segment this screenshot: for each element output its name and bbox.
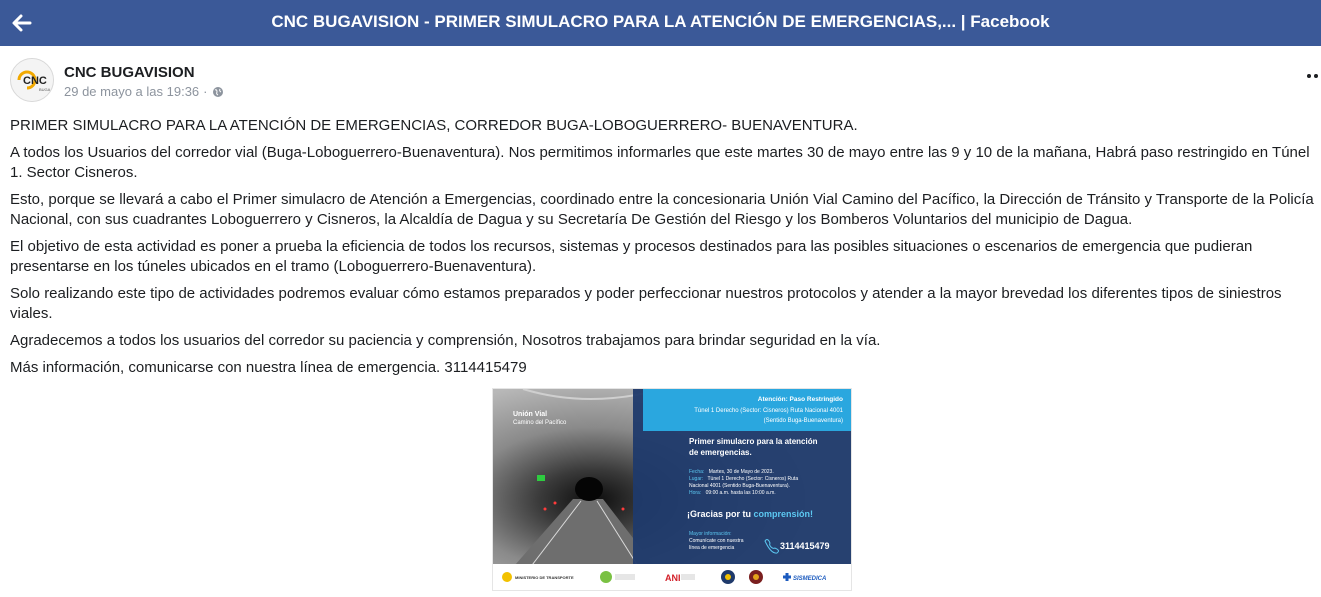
post-meta	[64, 84, 224, 99]
flyer-info-line2: línea de emergencia	[689, 545, 735, 551]
post-paragraph: Más información, comunicarse con nuestra línea de emergencia. 3114415479	[10, 359, 527, 376]
post-paragraph: Agradecemos a todos los usuarios del corredor su paciencia y comprensión, Nosotros trabajamos para brindar seguridad en la vía.	[10, 332, 881, 349]
avatar[interactable]	[10, 58, 54, 102]
post-paragraph: PRIMER SIMULACRO PARA LA ATENCIÓN DE EMERGENCIAS, CORREDOR BUGA-LOBOGUERRERO- BUENAVENTURA.	[10, 117, 858, 134]
flyer-heading-line1: Primer simulacro para la atención	[689, 437, 818, 446]
flyer-thanks-prefix: ¡Gracias por tu	[687, 509, 754, 519]
flyer-info-line1: Comunícate con nuestra	[689, 538, 744, 544]
flyer-brand-line2: Camino del Pacífico	[513, 420, 567, 426]
post-paragraph: A todos los Usuarios del corredor vial (Buga-Loboguerrero-Buenaventura). Nos permitimos informarles que este martes 30 de mayo entre las 9 y 10 de la mañana, Habrá paso restringido en Túnel 1. Sector Cisneros.	[10, 144, 1310, 181]
flyer-banner-line2: (Sentido Buga-Buenaventura)	[763, 418, 843, 424]
post-paragraph: El objetivo de esta actividad es poner a prueba la eficiencia de todos los recursos, sistemas y procesos destinados para las posibles situaciones o escenarios de emergencia que pudieran presentarse en los túneles ubicados en el tramo (Loboguerrero-Buenaventura).	[10, 238, 1253, 275]
logo-sismedica: SISMEDICA	[793, 576, 827, 582]
logo-ministerio: MINISTERIO DE TRANSPORTE	[515, 575, 574, 580]
flyer-lugar-value1: Túnel 1 Derecho (Sector: Cisneros) Ruta	[707, 476, 799, 482]
post-body	[10, 116, 1319, 385]
flyer-brand-line1: Unión Vial	[513, 411, 548, 418]
flyer-banner-line1: Túnel 1 Derecho (Sector: Cisneros) Ruta Nacional 4001	[694, 408, 843, 414]
post-image[interactable]	[492, 388, 852, 591]
flyer-fecha-label: Fecha:	[689, 469, 705, 475]
flyer-info-label: Mayor información:	[689, 531, 732, 537]
avatar-logo-text: CNC	[23, 75, 47, 87]
flyer-phone: 3114415479	[780, 541, 830, 551]
avatar-logo-subtext: BUGA	[39, 87, 51, 92]
author-name[interactable]: CNC BUGAVISION	[64, 64, 195, 81]
svg-text:Hora: 09:00 a.m. hasta l	[689, 490, 776, 496]
flyer-hora-label: Hora:	[689, 490, 702, 496]
flyer-hora-value: 09:00 a.m. hasta las 10:00 a.m.	[705, 490, 776, 496]
flyer-heading-line2: de emergencias.	[689, 448, 752, 457]
meta-separator: ·	[203, 84, 208, 99]
globe-icon	[212, 86, 224, 98]
svg-text:¡Gracias por tu compren	[687, 509, 813, 519]
flyer-lugar-value2: Nacional 4001 (Sentido Buga-Buenaventura).	[689, 483, 790, 489]
page-title: CNC BUGAVISION - PRIMER SIMULACRO PARA LA ATENCIÓN DE EMERGENCIAS,... | Facebook	[271, 12, 1050, 31]
svg-text:Fecha: Martes, 30 de May	[689, 469, 774, 475]
logo-ani: ANI	[665, 573, 681, 583]
post-paragraph: Esto, porque se llevará a cabo el Primer simulacro de Atención a Emergencias, coordinado entre la concesionaria Unión Vial Camino del Pacífico, la Dirección de Tránsito y Transporte de la Policía Nacional, con sus cuadrantes Loboguerrero y Cisneros, la Alcaldía de Dagua y su Secretaría De Gestión del Riesgo y los Bomberos Voluntarios del municipio de Dagua.	[10, 191, 1314, 228]
more-dots-icon	[1306, 68, 1320, 82]
post-paragraph: Solo realizando este tipo de actividades podremos evaluar cómo estamos preparados y poder perfeccionar nuestros protocolos y atender a la mayor brevedad los diferentes tipos de siniestros viales.	[10, 285, 1282, 322]
flyer-banner-title: Atención: Paso Restringido	[757, 396, 843, 403]
flyer-fecha-value: Martes, 30 de Mayo de 2023.	[708, 469, 774, 475]
flyer-thanks-highlight: comprensión!	[753, 509, 814, 519]
top-bar	[0, 0, 1321, 46]
flyer-lugar-label: Lugar:	[689, 476, 704, 482]
post-timestamp[interactable]: 29 de mayo a las 19:36	[64, 84, 200, 99]
more-options-button[interactable]	[1306, 68, 1320, 82]
